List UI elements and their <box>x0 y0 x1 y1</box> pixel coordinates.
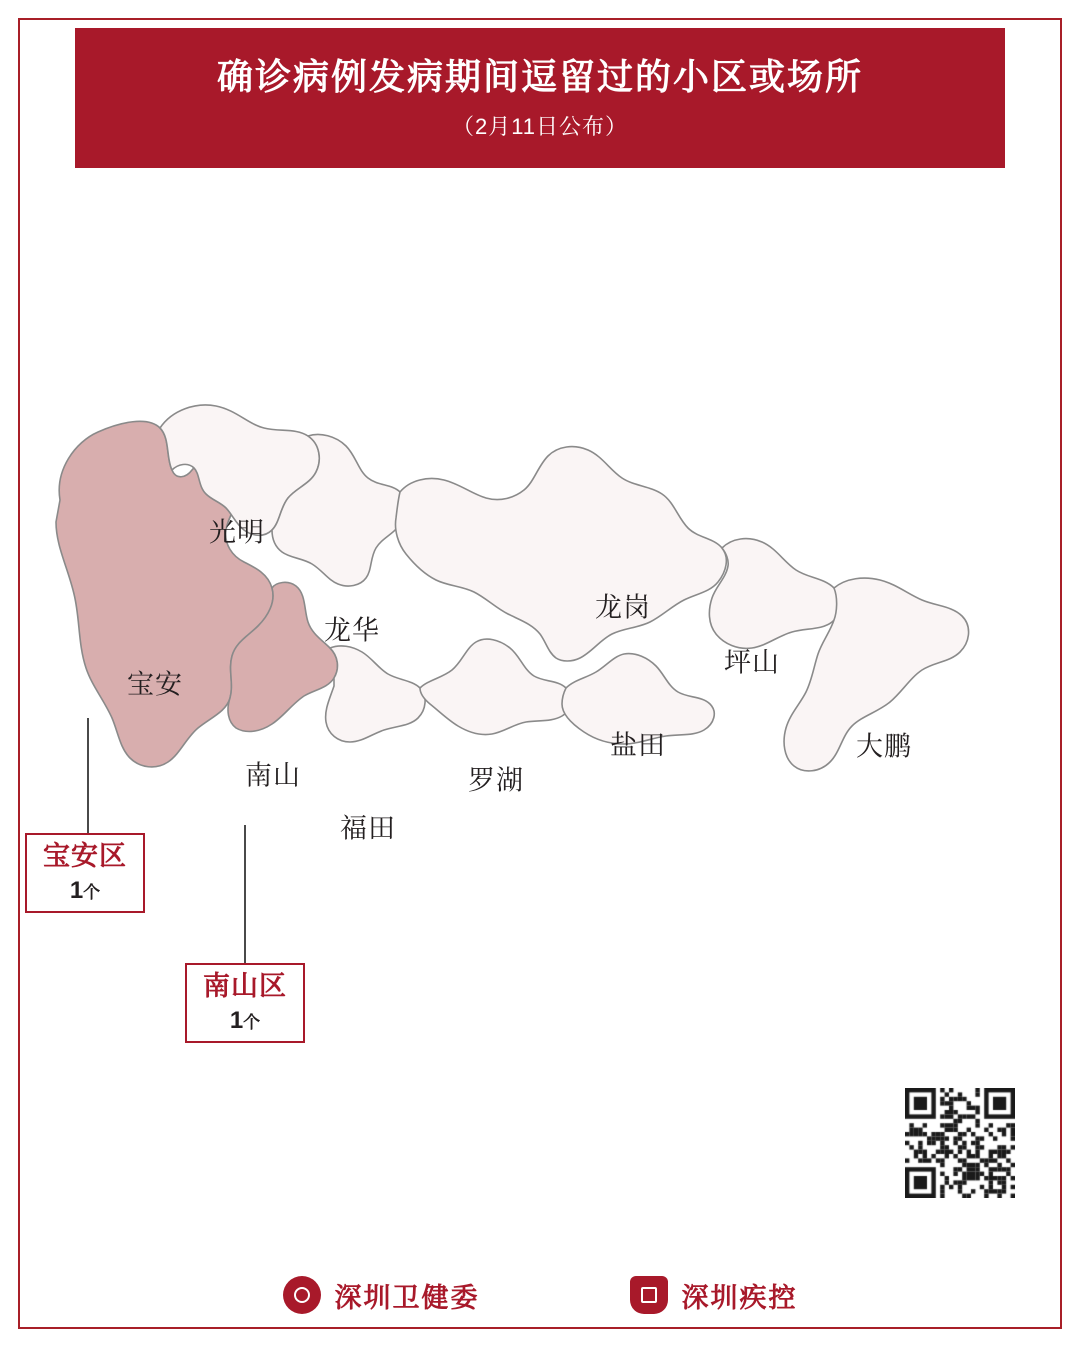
footer <box>0 1255 1080 1335</box>
footer-item-weijianwei <box>283 1276 480 1315</box>
callout-count-value: 1 <box>229 1007 244 1035</box>
callout-baoan[interactable] <box>25 833 145 913</box>
page-subtitle: （2月11日公布） <box>451 114 629 140</box>
footer-item-jikong <box>630 1276 798 1315</box>
district-shape-pingshan[interactable] <box>709 539 840 649</box>
title-banner <box>75 28 1005 168</box>
footer-label: 深圳疾控 <box>681 1282 798 1313</box>
district-label-longhua: 龙华 <box>324 615 380 646</box>
district-label-guangming: 光明 <box>209 517 265 548</box>
district-shape-futian[interactable] <box>326 646 425 742</box>
district-label-futian: 福田 <box>340 813 396 844</box>
seal-icon <box>283 1276 321 1314</box>
district-label-pingshan: 坪山 <box>724 647 780 678</box>
callout-district-name: 南山区 <box>203 970 287 1001</box>
district-label-luohu: 罗湖 <box>468 765 524 796</box>
qr-code[interactable] <box>905 1088 1015 1198</box>
callout-nanshan[interactable] <box>185 963 305 1043</box>
shield-icon <box>630 1276 668 1314</box>
callout-count-unit: 个 <box>243 1013 261 1033</box>
callout-count <box>70 875 100 906</box>
district-shape-longgang[interactable] <box>395 447 726 661</box>
district-label-dapeng: 大鹏 <box>856 731 912 762</box>
callout-district-name: 宝安区 <box>43 840 127 871</box>
page-title: 确诊病例发病期间逗留过的小区或场所 <box>216 55 863 97</box>
district-label-longgang: 龙岗 <box>595 592 651 623</box>
district-label-yantian: 盐田 <box>610 730 666 761</box>
district-label-nanshan: 南山 <box>245 760 301 791</box>
callout-count-unit: 个 <box>83 883 101 903</box>
district-shape-luohu[interactable] <box>420 639 571 734</box>
callout-count <box>230 1005 260 1036</box>
callout-count-value: 1 <box>69 877 84 905</box>
map-container <box>0 170 1080 1170</box>
footer-label: 深圳卫健委 <box>334 1282 480 1313</box>
district-label-baoan: 宝安 <box>127 669 183 700</box>
